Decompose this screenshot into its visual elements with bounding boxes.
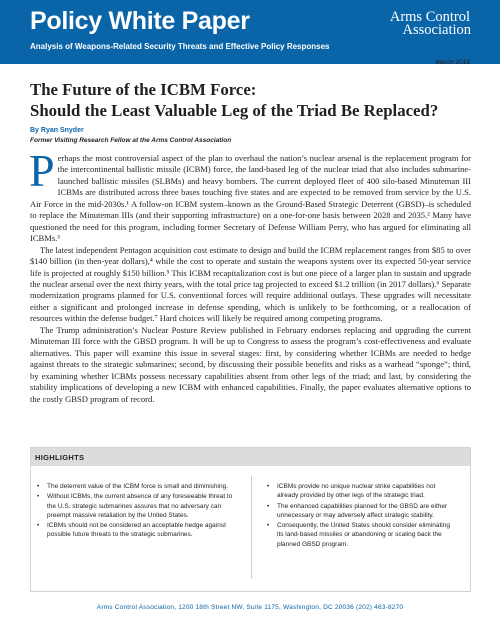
highlight-item	[36, 492, 233, 520]
publication-subtitle: Analysis of Weapons-Related Security Threats and Effective Policy Responses	[30, 42, 330, 51]
highlight-item	[266, 521, 452, 549]
highlight-item	[36, 521, 233, 540]
highlights-right-column	[266, 482, 452, 550]
article-body	[29, 145, 471, 405]
publication-date: March 2018	[435, 59, 470, 66]
highlight-item	[266, 482, 452, 501]
brand-logo-line1: Arms Control	[389, 9, 470, 25]
highlights-left-column	[36, 482, 233, 541]
paragraph-2: The latest independent Pentagon acquisition cost estimate to design and build the ICBM replacement ranges from $85 to over $140 billion (in then-year dollars),⁴ while the cost to operate and sustain the weapons system over its expected 50-year service life is projected at roughly $150 billion.⁵ This ICBM recapitalization cost is but one piece of a larger plan to sustain and upgrade the nuclear arsenal over the next thirty years, with the total price tag projected to exceed $1.2 trillion (in 2017 dollars).⁶ Separate modernization programs planned for U.S. conventional forces will require additional outlays. These upgrades will necessitate either a significant and prolonged increase in defense spending, which is unlikely to be forthcoming, or a reallocation of resources within the defense budget.⁷ Hard choices will likely be required among competing programs.	[30, 244, 471, 324]
paragraph-1	[29, 145, 471, 245]
publication-title: Policy White Paper	[30, 7, 250, 35]
highlight-text: ICBMs provide no unique nuclear strike capabilities not already provided by other legs of the strategic triad.	[277, 483, 436, 500]
bullet-icon: •	[37, 522, 40, 530]
highlights-divider	[251, 476, 252, 579]
brand-logo	[390, 11, 470, 37]
article-title-line1: The Future of the ICBM Force:	[30, 80, 257, 99]
highlight-item	[266, 502, 452, 521]
article-title-line2: Should the Least Valuable Leg of the Triad Be Replaced?	[30, 101, 439, 120]
author-name: By Ryan Snyder	[30, 127, 84, 134]
highlight-text: ICBMs should not be considered an acceptable hedge against possible future threats to the strategic submarines.	[47, 522, 226, 539]
highlights-title: HIGHLIGHTS	[35, 453, 85, 462]
highlights-box	[30, 447, 471, 592]
footer-address: Arms Control Association, 1200 18th Street NW, Suite 1175, Washington, DC 20036 (202) 463-8270	[96, 604, 404, 611]
paragraph-3: The Trump administration’s Nuclear Posture Review published in February endorses replacing and upgrading the current Minuteman III force with the GBSD program. It will be up to Congress to assess the program’s cost-effectiveness and evaluate alternatives. This paper will examine this issue in several stages: first, by considering whether ICBMs are needed to hedge against threats to the strategic submarines; second, by discussing their possible benefits and risks as a warhead “sponge”; third, by examining whether ICBMs possess necessary capabilities absent from other legs of the triad; and last, by considering the stability implications of developing a new ICBM with enhanced capabilities. Finally, the paper evaluates alternative options to the costly GBSD program of record.	[30, 324, 471, 404]
paragraph-1-text: erhaps the most controversial aspect of the plan to overhaul the nation’s nuclear arsenal is the replacement program for the intercontinental ballistic missile (ICBM) force, the land-based leg of the nuclear triad that also includes submarine-launched ballistic missiles (SLBMs) and heavy bombers. The current deployed fleet of 400 silo-based Minuteman III ICBMs are distributed across three bases touching five states and are expected to be removed from service by the U.S. Air Force in the mid-2030s.¹ A follow-on ICBM system–known as the Ground-Based Strategic Deterrent (GBSD)–is scheduled to replace the Minuteman IIIs (and their supporting infrastructure) on a one-for-one basis between 2028 and 2035.² Many have questioned the need for this program, including former Secretary of Defense William Perry, who has argued for eliminating all ICBMs.³	[30, 153, 471, 244]
bullet-icon: •	[267, 522, 270, 530]
highlight-text: Consequently, the United States should consider eliminating its land-based missiles or abandoning or scaling back the planned GBSD program.	[277, 522, 450, 548]
highlight-item	[36, 482, 233, 491]
highlights-header-bar	[31, 448, 470, 466]
bullet-icon: •	[267, 502, 270, 510]
bullet-icon: •	[267, 483, 270, 490]
highlight-text: The enhanced capabilities planned for the GBSD are either unnecessary or may adversely affect strategic stability.	[277, 502, 448, 519]
bullet-icon: •	[37, 493, 40, 501]
article-title	[30, 79, 480, 121]
highlight-text: Without ICBMs, the current absence of any foreseeable threat to the U.S. strategic submarines assures that no adversary can preempt massive retaliation by the United States.	[47, 493, 233, 519]
bullet-icon: •	[37, 483, 40, 490]
brand-logo-line2: Association	[402, 22, 471, 38]
author-role: Former Visiting Research Fellow at the Arms Control Association	[30, 137, 232, 144]
drop-cap: P	[29, 145, 55, 196]
header-banner	[0, 0, 500, 64]
highlight-text: The deterrent value of the ICBM force is small and diminishing.	[47, 483, 229, 490]
